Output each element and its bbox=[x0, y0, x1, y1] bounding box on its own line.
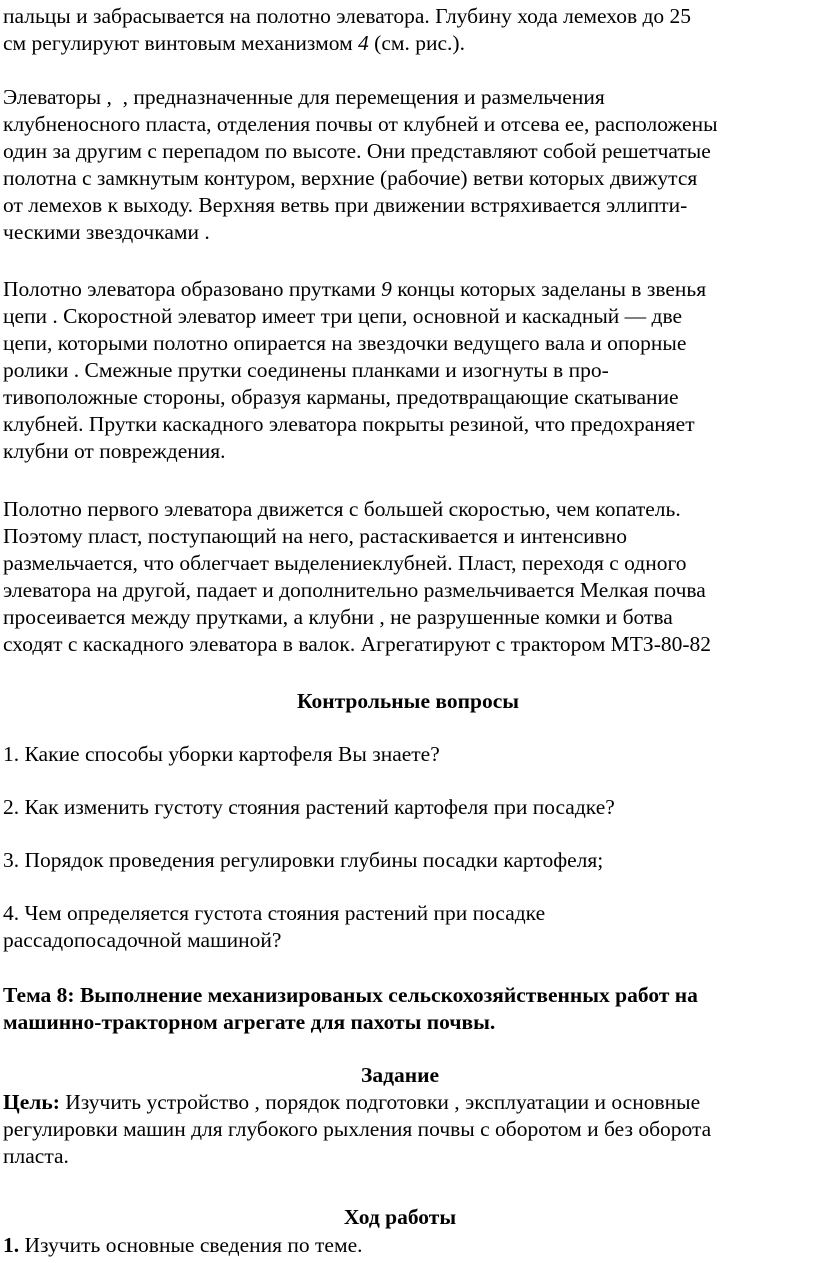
question-1-text: 1. Какие способы уборки картофеля Вы знаете? bbox=[3, 742, 440, 766]
paragraph-2-line-4: полотна с замкнутым контуром, верхние (рабочие) ветви которых движутся bbox=[3, 166, 698, 190]
topic-title-line-1: Тема 8: Выполнение механизированых сельскохозяйственных работ на bbox=[3, 983, 698, 1007]
paragraph-4-line-6: сходят с каскадного элеватора в валок. Агрегатируют с трактором МТЗ-80-82 bbox=[3, 632, 712, 656]
paragraph-1 bbox=[3, 3, 815, 57]
text-run: Полотно элеватора образовано прутками bbox=[3, 277, 382, 301]
goal-paragraph bbox=[3, 1089, 815, 1170]
question-1 bbox=[3, 741, 815, 768]
paragraph-1-line-2 bbox=[3, 30, 815, 57]
paragraph-2-line-3: один за другим с перепадом по высоте. Они представляют собой решетчатые bbox=[3, 139, 711, 163]
question-3 bbox=[3, 847, 815, 874]
paragraph-3-line-6: клубней. Прутки каскадного элеватора покрыты резиной, что предохраняет bbox=[3, 412, 695, 436]
text-run: см регулируют винтовым механизмом bbox=[3, 31, 359, 55]
goal-label: Цель: bbox=[3, 1090, 60, 1114]
text-run: , предназначенные для перемещения и размельчения bbox=[111, 85, 605, 109]
task-heading: Задание bbox=[360, 1063, 440, 1087]
question-3-text: 3. Порядок проведения регулировки глубины посадки картофеля; bbox=[3, 848, 604, 872]
paragraph-4-line-4: элеватора на другой, падает и дополнительно размельчивается Мелкая почва bbox=[3, 578, 706, 602]
paragraph-3-line-1 bbox=[3, 276, 815, 303]
text-run: Изучить устройство , порядок подготовки , эксплуатации и основные bbox=[59, 1090, 701, 1114]
text-run: , bbox=[106, 85, 112, 109]
goal-line-1 bbox=[3, 1089, 815, 1116]
paragraph-4-line-2: Поэтому пласт, поступающий на него, растаскивается и интенсивно bbox=[3, 524, 628, 548]
paragraph-1-line-1: пальцы и забрасывается на полотно элеватора. Глубину хода лемехов до 25 bbox=[3, 4, 692, 28]
paragraph-3-line-7: клубни от повреждения. bbox=[3, 439, 226, 463]
control-questions-heading: Контрольные вопросы bbox=[296, 689, 520, 713]
paragraph-2 bbox=[3, 84, 815, 246]
topic-title bbox=[3, 982, 815, 1036]
step-text: Изучить основные сведения по теме. bbox=[19, 1233, 363, 1257]
work-progress-heading: Ход работы bbox=[343, 1205, 457, 1229]
question-4-line-2: рассадопосадочной машиной? bbox=[3, 928, 282, 952]
question-2-text: 2. Как изменить густоту стояния растений картофеля при посадке? bbox=[3, 795, 615, 819]
paragraph-3-line-2: цепи . Скоростной элеватор имеет три цепи, основной и каскадный — две bbox=[3, 304, 683, 328]
step-number: 1. bbox=[3, 1233, 20, 1257]
goal-line-2: регулировки машин для глубокого рыхления почвы с оборотом и без оборота bbox=[3, 1117, 712, 1141]
paragraph-3 bbox=[3, 276, 815, 465]
paragraph-4 bbox=[3, 496, 815, 658]
paragraph-3-line-4: ролики . Смежные прутки соединены планками и изогнуты в про- bbox=[3, 358, 609, 382]
goal-line-3: пласта. bbox=[3, 1144, 69, 1168]
figure-reference: 9 bbox=[381, 277, 392, 301]
text-run: концы которых заделаны в звенья bbox=[391, 277, 707, 301]
paragraph-2-line-5: от лемехов к выходу. Верхняя ветвь при движении встряхивается эллипти- bbox=[3, 193, 688, 217]
paragraph-2-line-6: ческими звездочками . bbox=[3, 220, 210, 244]
paragraph-2-line-2: клубненосного пласта, отделения почвы от клубней и отсева ее, расположены bbox=[3, 112, 718, 136]
paragraph-3-line-3: цепи, которыми полотно опирается на звездочки ведущего вала и опорные bbox=[3, 331, 687, 355]
question-4 bbox=[3, 900, 815, 954]
question-2 bbox=[3, 794, 815, 821]
paragraph-3-line-5: тивоположные стороны, образуя карманы, предотвращающие скатывание bbox=[3, 385, 679, 409]
step-1-line bbox=[3, 1232, 815, 1259]
paragraph-4-line-5: просеивается между прутками, а клубни , не разрушенные комки и ботва bbox=[3, 605, 673, 629]
step-1 bbox=[3, 1232, 815, 1259]
question-4-line-1: 4. Чем определяется густота стояния растений при посадке bbox=[3, 901, 546, 925]
text-run: Элеваторы bbox=[3, 85, 107, 109]
paragraph-4-line-3: размельчается, что облегчает выделениеклубней. Пласт, переходя с одного bbox=[3, 551, 687, 575]
text-run: (см. рис.). bbox=[368, 31, 465, 55]
paragraph-4-line-1: Полотно первого элеватора движется с большей скоростью, чем копатель. bbox=[3, 497, 681, 521]
paragraph-2-line-1 bbox=[3, 84, 815, 111]
topic-title-line-2: машинно-тракторном агрегате для пахоты почвы. bbox=[3, 1010, 496, 1034]
figure-reference: 4 bbox=[358, 31, 369, 55]
